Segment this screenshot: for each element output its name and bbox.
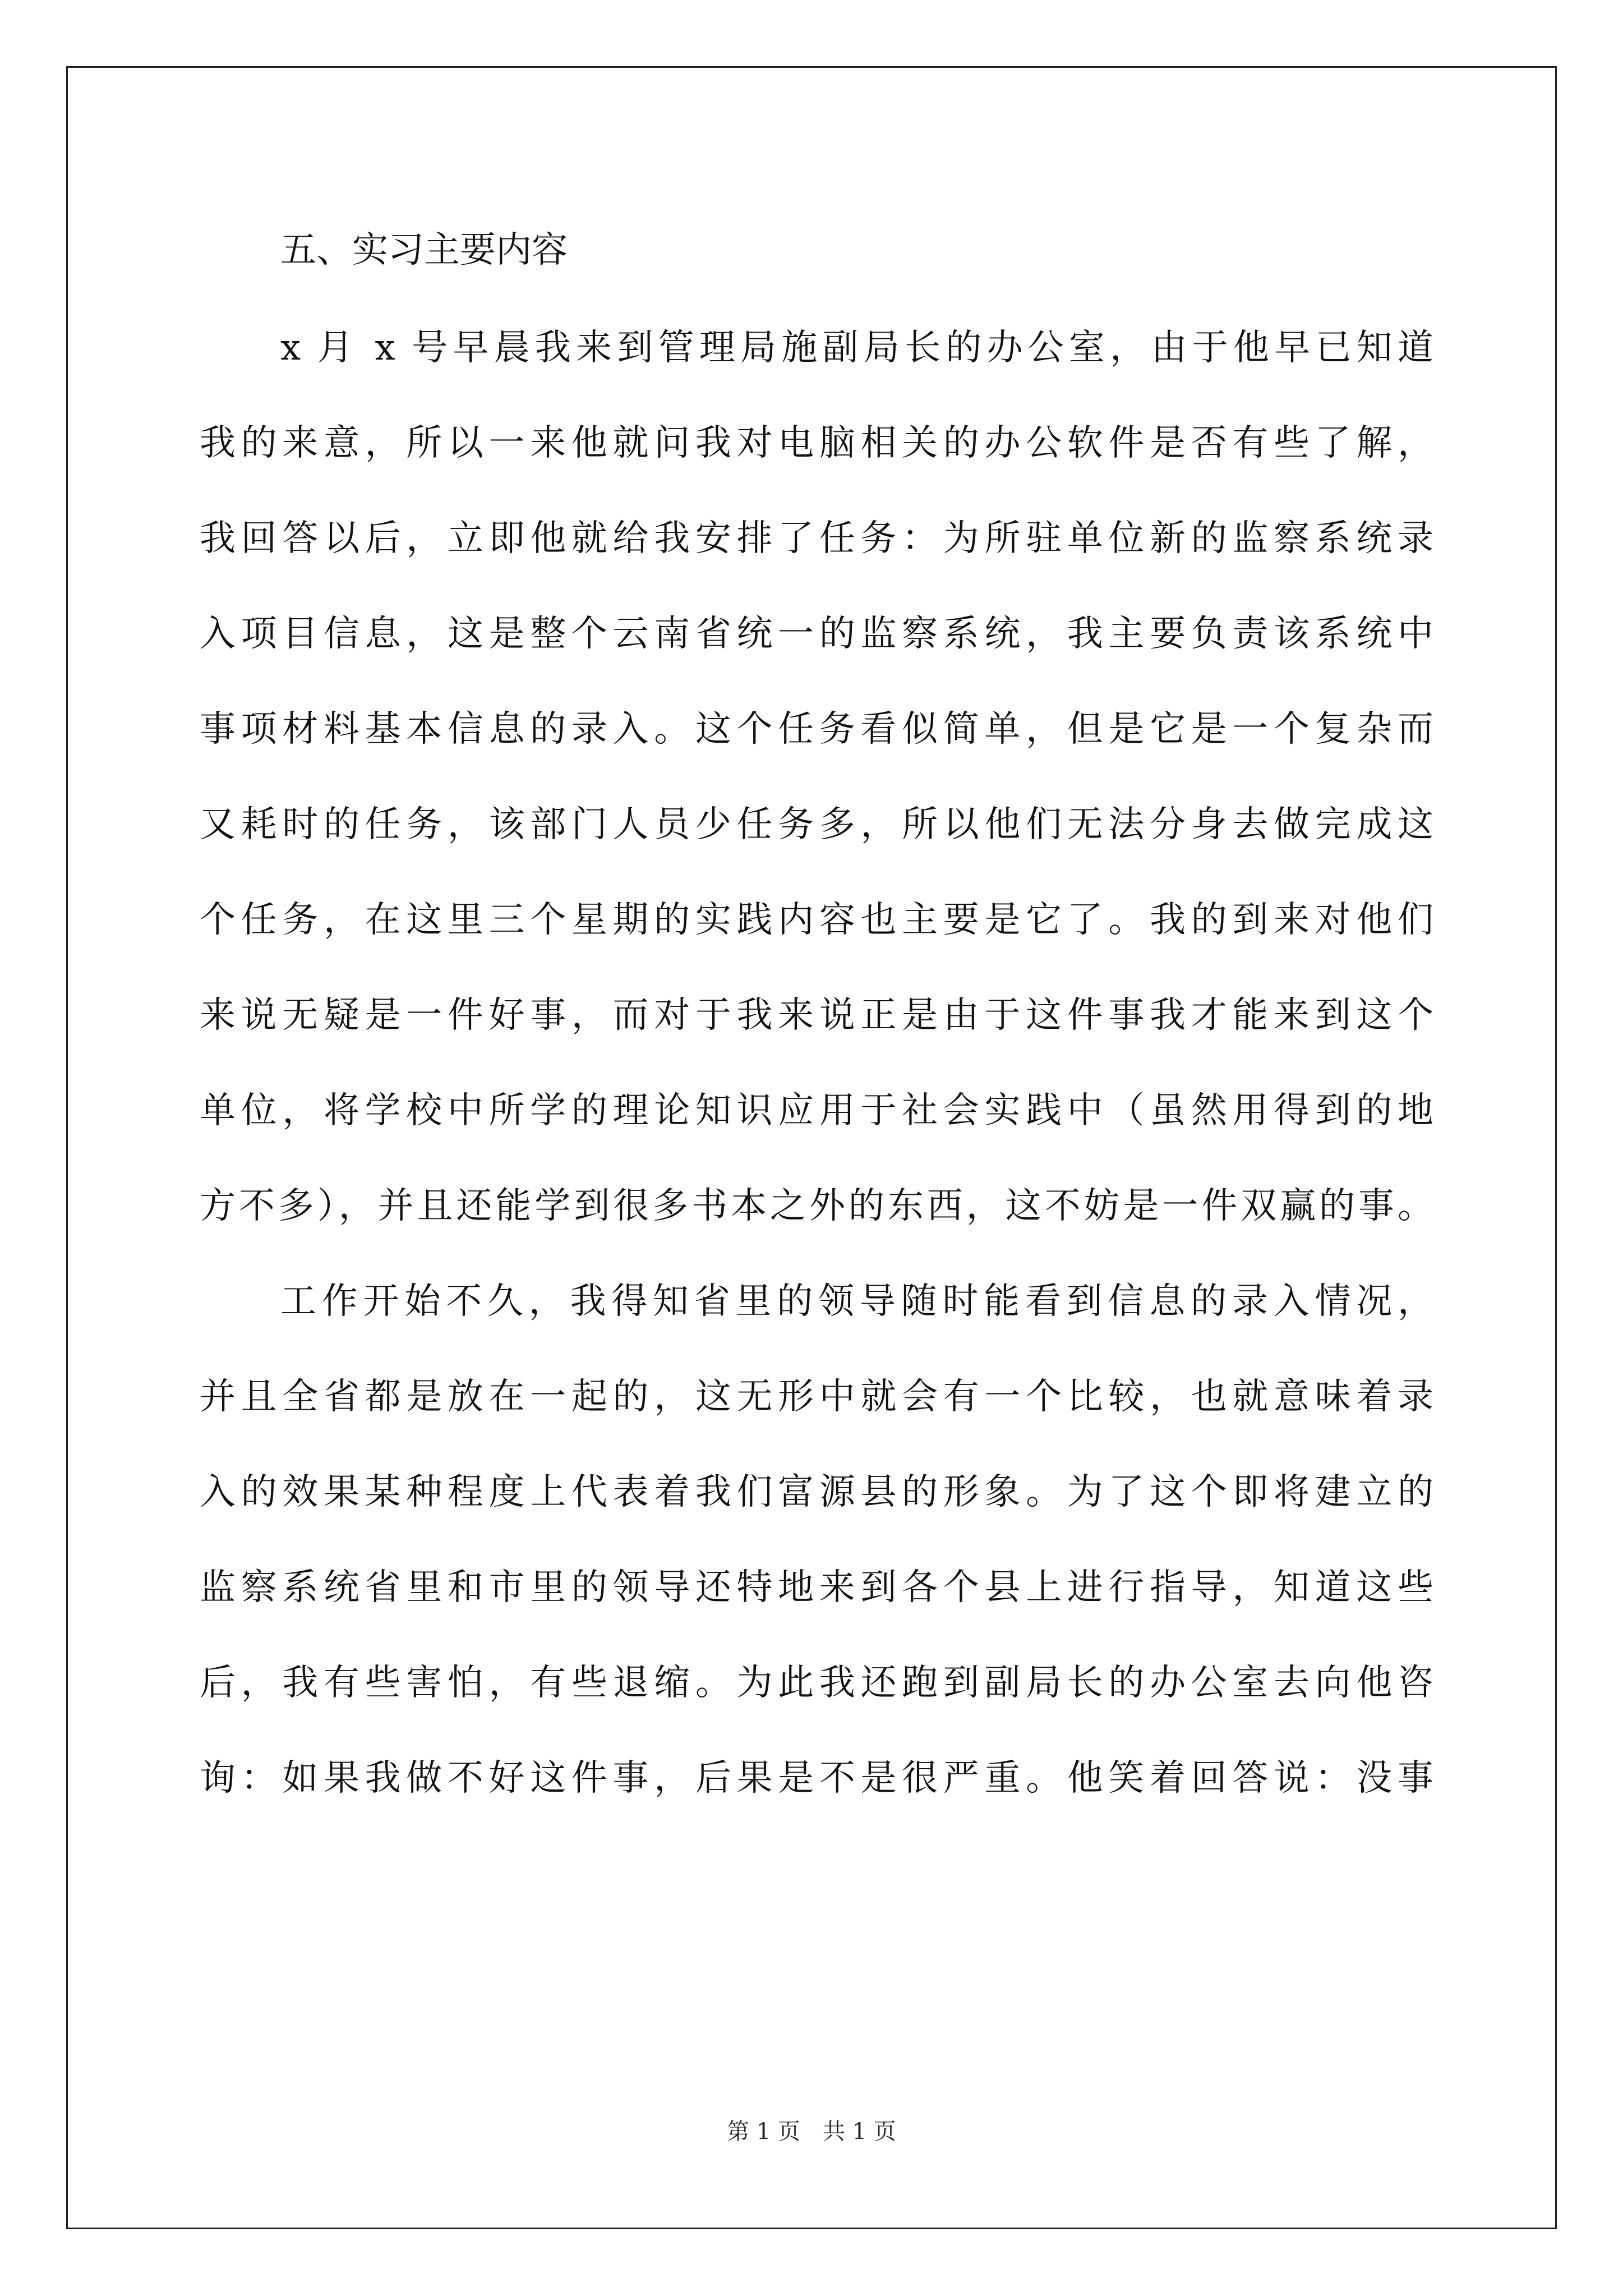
paragraph-line: 工作开始不久，我得知省里的领导随时能看到信息的录入情况， [280, 1281, 1433, 1322]
paragraph-line: 后，我有些害怕，有些退缩。为此我还跑到副局长的办公室去向他咨 [200, 1662, 1433, 1704]
paragraph-line: 监察系统省里和市里的领导还特地来到各个县上进行指导，知道这些 [200, 1567, 1433, 1608]
paragraph-line: 入的效果某种程度上代表着我们富源县的形象。为了这个即将建立的 [200, 1471, 1433, 1513]
paragraph-line: 单位，将学校中所学的理论知识应用于社会实践中（虽然用得到的地 [200, 1090, 1433, 1131]
paragraph-line: 我回答以后，立即他就给我安排了任务：为所驻单位新的监察系统录 [200, 518, 1433, 559]
paragraph-line: 个任务，在这里三个星期的实践内容也主要是它了。我的到来对他们 [200, 899, 1433, 941]
paragraph-line: 事项材料基本信息的录入。这个任务看似简单，但是它是一个复杂而 [200, 708, 1433, 750]
paragraph-line: 入项目信息，这是整个云南省统一的监察系统，我主要负责该系统中 [200, 613, 1433, 655]
section-heading: 五、实习主要内容 [280, 229, 568, 271]
page-border [66, 66, 1557, 2229]
paragraph-line: 又耗时的任务，该部门人员少任务多，所以他们无法分身去做完成这 [200, 804, 1433, 845]
paragraph-line: x 月 x 号早晨我来到管理局施副局长的办公室，由于他早已知道 [280, 327, 1433, 369]
paragraph-line: 并且全省都是放在一起的，这无形中就会有一个比较，也就意味着录 [200, 1376, 1433, 1418]
paragraph-line: 来说无疑是一件好事，而对于我来说正是由于这件事我才能来到这个 [200, 995, 1433, 1036]
paragraph-line: 我的来意，所以一来他就问我对电脑相关的办公软件是否有些了解， [200, 422, 1433, 464]
paragraph-line: 询：如果我做不好这件事，后果是不是很严重。他笑着回答说：没事 [200, 1757, 1433, 1799]
paragraph-line: 方不多），并且还能学到很多书本之外的东西，这不妨是一件双赢的事。 [200, 1185, 1433, 1227]
page-number-footer: 第 1 页 共 1 页 [727, 2119, 896, 2145]
